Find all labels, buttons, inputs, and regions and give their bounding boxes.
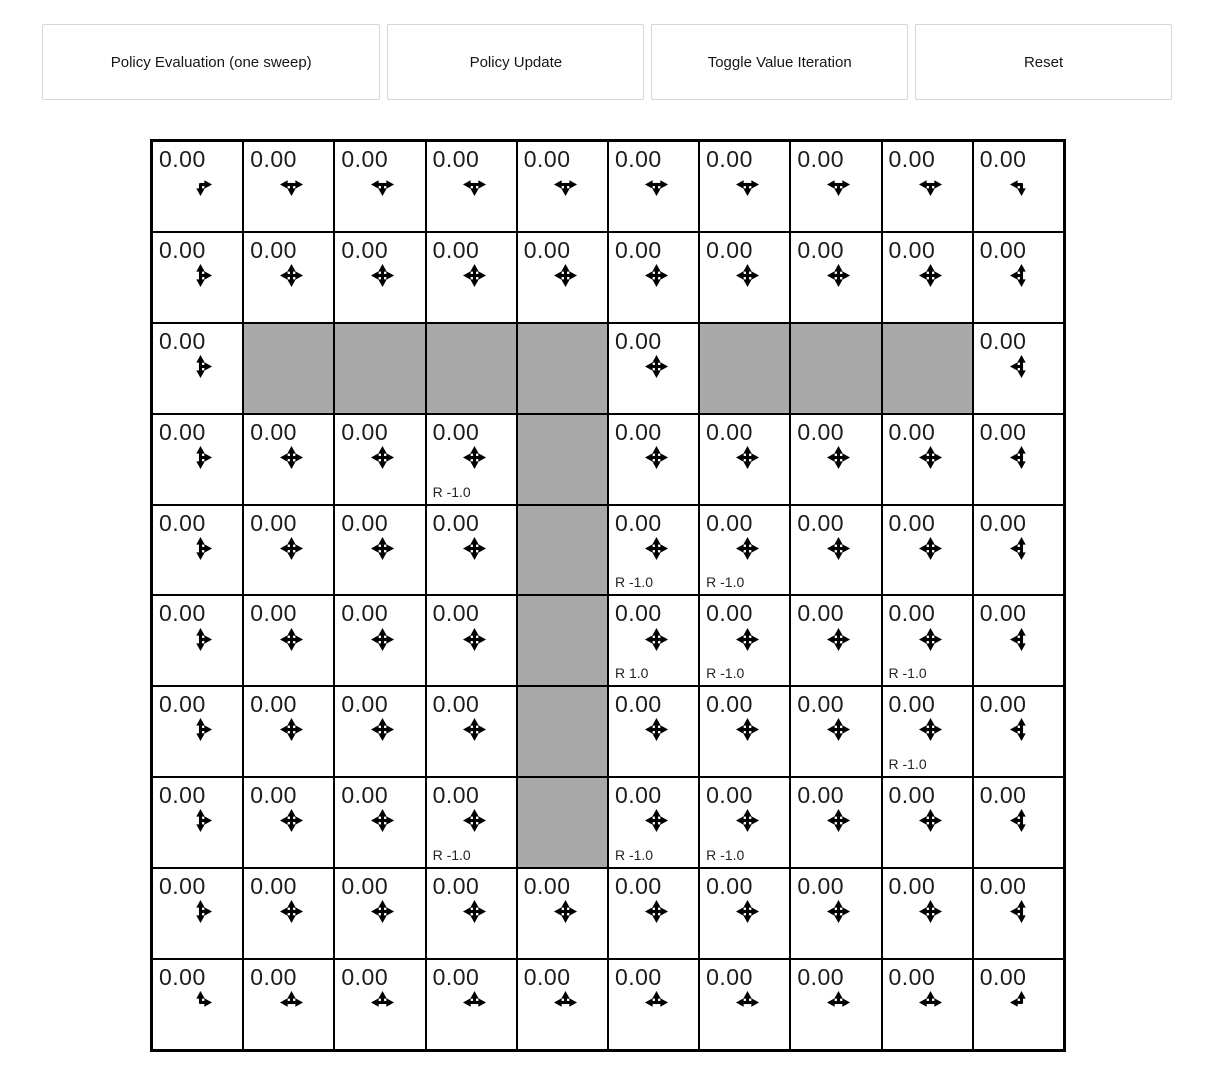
state-cell	[334, 232, 425, 323]
state-cell	[790, 868, 881, 959]
policy-arrows-icon	[1009, 899, 1034, 924]
policy-arrows-icon	[188, 536, 213, 561]
state-value: 0.00	[341, 782, 389, 809]
state-value: 0.00	[523, 964, 571, 991]
state-value: 0.00	[159, 327, 206, 354]
state-cell	[152, 777, 243, 868]
state-value: 0.00	[797, 236, 845, 263]
state-cell	[426, 232, 517, 323]
state-value: 0.00	[523, 873, 571, 900]
state-cell	[334, 595, 425, 686]
state-cell	[608, 323, 699, 414]
policy-arrows-icon	[188, 808, 213, 833]
policy-arrows-icon	[826, 627, 851, 652]
state-cell	[608, 505, 699, 596]
state-cell	[608, 686, 699, 777]
state-value: 0.00	[706, 964, 753, 991]
state-cell	[152, 141, 243, 232]
state-value: 0.00	[797, 873, 845, 900]
wall-cell	[243, 323, 334, 414]
state-value: 0.00	[888, 509, 936, 536]
state-cell	[426, 686, 517, 777]
state-value: 0.00	[979, 327, 1027, 354]
state-cell	[152, 959, 243, 1050]
state-value: 0.00	[706, 691, 753, 718]
policy-arrows-icon	[279, 808, 304, 833]
state-cell	[426, 868, 517, 959]
state-cell	[243, 868, 334, 959]
state-cell	[608, 141, 699, 232]
gridworld	[150, 139, 1066, 1052]
state-cell	[608, 595, 699, 686]
policy-arrows-icon	[553, 172, 578, 197]
policy-arrows-icon	[1009, 990, 1034, 1015]
state-value: 0.00	[250, 691, 297, 718]
policy-arrows-icon	[279, 263, 304, 288]
policy-arrows-icon	[370, 808, 395, 833]
policy-arrows-icon	[462, 172, 487, 197]
state-cell	[699, 959, 790, 1050]
policy-arrows-icon	[370, 899, 395, 924]
state-value: 0.00	[888, 236, 936, 263]
policy-arrows-icon	[188, 445, 213, 470]
state-cell	[882, 595, 973, 686]
reward-label: R -1.0	[432, 847, 471, 864]
policy-arrows-icon	[279, 990, 304, 1015]
state-cell	[882, 686, 973, 777]
policy-arrows-icon	[462, 627, 487, 652]
state-cell	[334, 505, 425, 596]
policy-arrows-icon	[1009, 354, 1034, 379]
state-value: 0.00	[341, 691, 389, 718]
policy-arrows-icon	[370, 717, 395, 742]
state-cell	[882, 868, 973, 959]
state-value: 0.00	[614, 964, 662, 991]
state-value: 0.00	[250, 873, 297, 900]
state-value: 0.00	[979, 236, 1027, 263]
policy-arrows-icon	[644, 717, 669, 742]
policy-arrows-icon	[1009, 808, 1034, 833]
state-value: 0.00	[432, 146, 480, 172]
state-value: 0.00	[888, 418, 936, 445]
policy-arrows-icon	[826, 172, 851, 197]
state-cell	[882, 141, 973, 232]
state-value: 0.00	[432, 782, 480, 809]
policy-arrows-icon	[644, 354, 669, 379]
state-cell	[973, 323, 1064, 414]
state-value: 0.00	[341, 600, 389, 627]
state-value: 0.00	[159, 236, 206, 263]
state-cell	[790, 959, 881, 1050]
state-cell	[152, 323, 243, 414]
state-value: 0.00	[159, 600, 206, 627]
policy-arrows-icon	[462, 808, 487, 833]
state-cell	[334, 686, 425, 777]
state-cell	[973, 777, 1064, 868]
wall-cell	[790, 323, 881, 414]
state-value: 0.00	[432, 509, 480, 536]
policy-arrows-icon	[462, 263, 487, 288]
state-value: 0.00	[797, 509, 845, 536]
state-value: 0.00	[706, 600, 753, 627]
policy-arrows-icon	[735, 172, 760, 197]
policy-arrows-icon	[918, 717, 943, 742]
policy-arrows-icon	[735, 445, 760, 470]
policy-arrows-icon	[826, 808, 851, 833]
policy-arrows-icon	[826, 263, 851, 288]
toggle-value-iteration-button[interactable]: Toggle Value Iteration	[651, 24, 908, 100]
state-value: 0.00	[797, 418, 845, 445]
policy-arrows-icon	[462, 899, 487, 924]
state-cell	[608, 777, 699, 868]
state-cell	[426, 777, 517, 868]
state-cell	[699, 777, 790, 868]
state-cell	[152, 686, 243, 777]
policy-arrows-icon	[918, 899, 943, 924]
reward-label: R -1.0	[888, 756, 927, 773]
state-cell	[243, 505, 334, 596]
state-value: 0.00	[432, 236, 480, 263]
policy-arrows-icon	[735, 263, 760, 288]
policy-arrows-icon	[188, 627, 213, 652]
state-value: 0.00	[888, 964, 936, 991]
state-value: 0.00	[797, 964, 845, 991]
state-value: 0.00	[250, 600, 297, 627]
state-cell	[608, 959, 699, 1050]
reward-label: R -1.0	[706, 847, 745, 864]
state-cell	[882, 777, 973, 868]
state-value: 0.00	[341, 418, 389, 445]
state-cell	[790, 414, 881, 505]
state-value: 0.00	[432, 964, 480, 991]
state-cell	[243, 414, 334, 505]
policy-arrows-icon	[918, 808, 943, 833]
reward-label: R -1.0	[706, 665, 745, 682]
reset-button[interactable]: Reset	[915, 24, 1172, 100]
state-cell	[973, 505, 1064, 596]
policy-arrows-icon	[918, 536, 943, 561]
policy-arrows-icon	[826, 445, 851, 470]
state-value: 0.00	[250, 782, 297, 809]
policy-arrows-icon	[644, 899, 669, 924]
policy-arrows-icon	[918, 263, 943, 288]
state-cell	[608, 232, 699, 323]
state-cell	[790, 232, 881, 323]
policy-arrows-icon	[918, 172, 943, 197]
state-value: 0.00	[614, 236, 662, 263]
policy-arrows-icon	[644, 263, 669, 288]
state-cell	[517, 868, 608, 959]
state-cell	[243, 686, 334, 777]
state-value: 0.00	[341, 146, 389, 172]
state-cell	[608, 414, 699, 505]
policy-arrows-icon	[188, 990, 213, 1015]
state-value: 0.00	[888, 146, 936, 172]
state-value: 0.00	[432, 873, 480, 900]
state-cell	[426, 505, 517, 596]
policy-arrows-icon	[279, 717, 304, 742]
policy-arrows-icon	[918, 445, 943, 470]
policy-arrows-icon	[462, 445, 487, 470]
policy-arrows-icon	[553, 990, 578, 1015]
state-cell	[152, 868, 243, 959]
state-cell	[334, 777, 425, 868]
policy-arrows-icon	[370, 445, 395, 470]
policy-arrows-icon	[279, 172, 304, 197]
state-cell	[973, 595, 1064, 686]
state-value: 0.00	[888, 873, 936, 900]
policy-arrows-icon	[826, 990, 851, 1015]
wall-cell	[517, 414, 608, 505]
state-cell	[334, 141, 425, 232]
policy-arrows-icon	[1009, 172, 1034, 197]
wall-cell	[517, 777, 608, 868]
state-value: 0.00	[614, 600, 662, 627]
state-value: 0.00	[888, 600, 936, 627]
policy-arrows-icon	[826, 536, 851, 561]
state-value: 0.00	[159, 691, 206, 718]
policy-arrows-icon	[370, 263, 395, 288]
state-value: 0.00	[614, 873, 662, 900]
state-value: 0.00	[706, 873, 753, 900]
policy-arrows-icon	[644, 808, 669, 833]
state-value: 0.00	[979, 782, 1027, 809]
state-cell	[882, 414, 973, 505]
policy-arrows-icon	[370, 536, 395, 561]
state-value: 0.00	[797, 782, 845, 809]
state-cell	[517, 232, 608, 323]
state-cell	[152, 414, 243, 505]
state-cell	[334, 868, 425, 959]
state-value: 0.00	[979, 873, 1027, 900]
state-cell	[608, 868, 699, 959]
state-cell	[790, 141, 881, 232]
wall-cell	[517, 595, 608, 686]
state-value: 0.00	[432, 418, 480, 445]
state-value: 0.00	[797, 600, 845, 627]
state-cell	[243, 777, 334, 868]
state-cell	[790, 686, 881, 777]
policy-arrows-icon	[735, 536, 760, 561]
reward-label: R -1.0	[614, 847, 654, 864]
state-value: 0.00	[432, 600, 480, 627]
reward-label: R -1.0	[888, 665, 927, 682]
policy-arrows-icon	[462, 717, 487, 742]
wall-cell	[699, 323, 790, 414]
policy-arrows-icon	[188, 717, 213, 742]
state-cell	[699, 868, 790, 959]
reward-label: R 1.0	[614, 665, 649, 682]
state-value: 0.00	[159, 873, 206, 900]
state-value: 0.00	[706, 236, 753, 263]
state-value: 0.00	[523, 236, 571, 263]
state-value: 0.00	[250, 509, 297, 536]
state-value: 0.00	[614, 146, 662, 172]
policy-arrows-icon	[1009, 445, 1034, 470]
state-value: 0.00	[159, 418, 206, 445]
policy-arrows-icon	[644, 536, 669, 561]
wall-cell	[517, 323, 608, 414]
state-value: 0.00	[888, 691, 936, 718]
wall-cell	[334, 323, 425, 414]
policy-arrows-icon	[279, 536, 304, 561]
state-value: 0.00	[979, 418, 1027, 445]
policy-arrows-icon	[188, 899, 213, 924]
state-value: 0.00	[159, 146, 206, 172]
state-cell	[517, 959, 608, 1050]
state-cell	[699, 414, 790, 505]
state-cell	[790, 595, 881, 686]
policy-arrows-icon	[1009, 717, 1034, 742]
state-value: 0.00	[614, 691, 662, 718]
state-cell	[426, 141, 517, 232]
policy-arrows-icon	[1009, 536, 1034, 561]
policy-evaluation-button[interactable]: Policy Evaluation (one sweep)	[42, 24, 380, 100]
state-value: 0.00	[979, 509, 1027, 536]
policy-arrows-icon	[279, 899, 304, 924]
state-cell	[699, 505, 790, 596]
state-value: 0.00	[250, 964, 297, 991]
state-cell	[882, 505, 973, 596]
state-cell	[426, 595, 517, 686]
state-cell	[973, 232, 1064, 323]
state-value: 0.00	[250, 418, 297, 445]
state-cell	[699, 595, 790, 686]
policy-arrows-icon	[644, 990, 669, 1015]
policy-arrows-icon	[735, 899, 760, 924]
state-cell	[517, 141, 608, 232]
policy-arrows-icon	[462, 990, 487, 1015]
toolbar	[42, 24, 1172, 100]
state-cell	[699, 686, 790, 777]
state-cell	[243, 595, 334, 686]
state-value: 0.00	[432, 691, 480, 718]
state-value: 0.00	[614, 509, 662, 536]
state-cell	[973, 686, 1064, 777]
wall-cell	[426, 323, 517, 414]
state-cell	[973, 868, 1064, 959]
policy-arrows-icon	[644, 627, 669, 652]
reward-label: R -1.0	[614, 574, 654, 591]
state-value: 0.00	[614, 782, 662, 809]
policy-arrows-icon	[735, 990, 760, 1015]
state-value: 0.00	[979, 600, 1027, 627]
state-cell	[882, 959, 973, 1050]
state-value: 0.00	[250, 236, 297, 263]
state-value: 0.00	[979, 146, 1027, 172]
policy-arrows-icon	[279, 445, 304, 470]
state-cell	[243, 959, 334, 1050]
state-cell	[882, 232, 973, 323]
state-cell	[152, 595, 243, 686]
policy-arrows-icon	[735, 627, 760, 652]
state-cell	[790, 505, 881, 596]
state-value: 0.00	[706, 146, 753, 172]
state-cell	[334, 959, 425, 1050]
state-value: 0.00	[614, 327, 662, 354]
state-value: 0.00	[523, 146, 571, 172]
state-value: 0.00	[797, 691, 845, 718]
policy-arrows-icon	[735, 717, 760, 742]
state-value: 0.00	[159, 782, 206, 809]
policy-update-button[interactable]: Policy Update	[387, 24, 644, 100]
state-value: 0.00	[706, 509, 753, 536]
state-value: 0.00	[888, 782, 936, 809]
policy-arrows-icon	[188, 172, 213, 197]
state-value: 0.00	[797, 146, 845, 172]
policy-arrows-icon	[370, 172, 395, 197]
state-cell	[699, 141, 790, 232]
wall-cell	[517, 505, 608, 596]
state-value: 0.00	[979, 964, 1027, 991]
policy-arrows-icon	[1009, 627, 1034, 652]
policy-arrows-icon	[735, 808, 760, 833]
state-value: 0.00	[341, 964, 389, 991]
state-cell	[790, 777, 881, 868]
policy-arrows-icon	[644, 172, 669, 197]
policy-arrows-icon	[370, 990, 395, 1015]
state-cell	[973, 959, 1064, 1050]
policy-arrows-icon	[553, 263, 578, 288]
wall-cell	[517, 686, 608, 777]
reward-label: R -1.0	[432, 483, 471, 500]
state-cell	[243, 141, 334, 232]
state-value: 0.00	[341, 509, 389, 536]
state-value: 0.00	[614, 418, 662, 445]
wall-cell	[882, 323, 973, 414]
policy-arrows-icon	[1009, 263, 1034, 288]
state-cell	[973, 141, 1064, 232]
policy-arrows-icon	[553, 899, 578, 924]
policy-arrows-icon	[370, 627, 395, 652]
policy-arrows-icon	[462, 536, 487, 561]
state-cell	[243, 232, 334, 323]
policy-arrows-icon	[826, 899, 851, 924]
policy-arrows-icon	[918, 627, 943, 652]
policy-arrows-icon	[279, 627, 304, 652]
state-value: 0.00	[706, 782, 753, 809]
policy-arrows-icon	[918, 990, 943, 1015]
state-value: 0.00	[979, 691, 1027, 718]
state-value: 0.00	[706, 418, 753, 445]
state-cell	[152, 505, 243, 596]
state-cell	[426, 959, 517, 1050]
state-cell	[973, 414, 1064, 505]
policy-arrows-icon	[644, 445, 669, 470]
reward-label: R -1.0	[706, 574, 745, 591]
state-value: 0.00	[159, 509, 206, 536]
state-value: 0.00	[250, 146, 297, 172]
policy-arrows-icon	[188, 263, 213, 288]
state-value: 0.00	[159, 964, 206, 991]
state-cell	[334, 414, 425, 505]
policy-arrows-icon	[826, 717, 851, 742]
state-cell	[699, 232, 790, 323]
state-value: 0.00	[341, 236, 389, 263]
state-value: 0.00	[341, 873, 389, 900]
policy-arrows-icon	[188, 354, 213, 379]
state-cell	[426, 414, 517, 505]
state-cell	[152, 232, 243, 323]
